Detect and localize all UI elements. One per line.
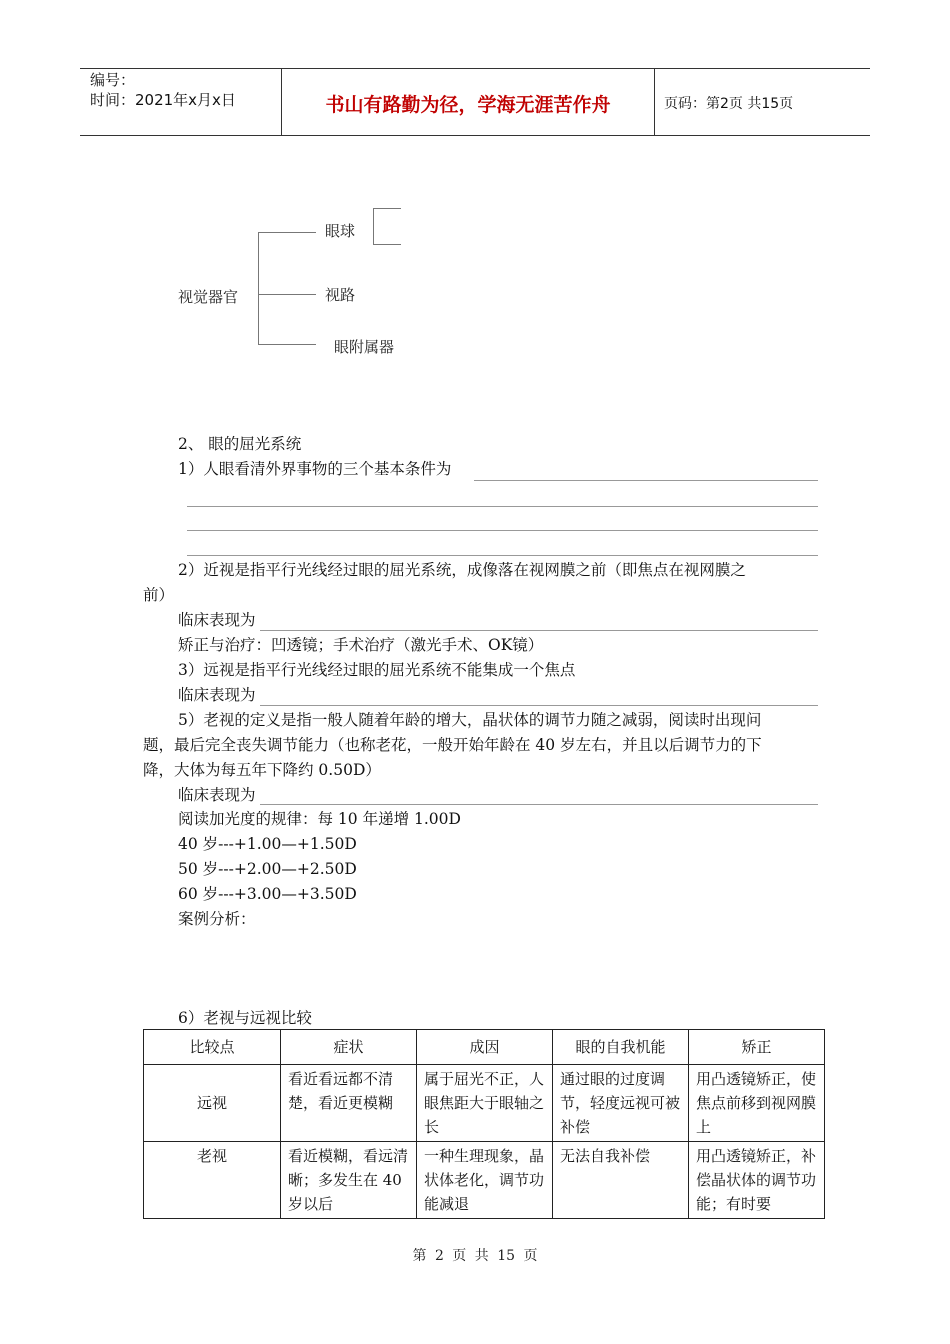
age-60-add: 60 岁---+3.00—+3.50D	[178, 885, 357, 903]
correction-text: 矫正与治疗：凹透镜；手术治疗（激光手术、OK镜）	[178, 636, 544, 654]
header-motto: 书山有路勤为径，学海无涯苦作舟	[325, 94, 611, 116]
cell-correction: 用凸透镜矫正，补偿晶状体的调节功能；有时要	[689, 1142, 825, 1219]
cell-function: 无法自我补偿	[553, 1142, 689, 1219]
diagram-sub-bracket-top	[373, 208, 401, 209]
table-header-cell: 比较点	[144, 1030, 281, 1065]
diagram-branch-visual-pathway: 视路	[325, 286, 356, 304]
reading-add-rule: 阅读加光度的规律：每 10 年递增 1.00D	[178, 810, 461, 828]
table-row	[144, 1142, 825, 1219]
age-50-add: 50 岁---+2.00—+2.50D	[178, 860, 357, 878]
table-row	[144, 1065, 825, 1142]
diagram-branch-eyeball: 眼球	[325, 222, 356, 240]
blank-line-1	[474, 480, 818, 481]
table-header-cell: 成因	[417, 1030, 553, 1065]
diagram-root: 视觉器官	[178, 288, 239, 306]
page-footer: 第 2 页 共 15 页	[412, 1248, 538, 1264]
header-top-rule	[80, 68, 870, 69]
header-code: 编号：	[90, 71, 136, 89]
row-label: 老视	[144, 1142, 281, 1219]
item5-line2: 题，最后完全丧失调节能力（也称老花，一般开始年龄在 40 岁左右，并且以后调节力的下	[143, 736, 762, 754]
item2-line2: 前）	[143, 586, 175, 604]
blank-line-5	[260, 630, 818, 631]
diagram-sub-bracket-vertical	[373, 208, 374, 244]
blank-line-6	[260, 705, 818, 706]
table-header-cell: 症状	[281, 1030, 417, 1065]
diagram-branch-line-1	[258, 232, 316, 233]
header-page-info: 页码：第2页 共15页	[664, 96, 794, 112]
section-heading: 2、 眼的屈光系统	[178, 435, 302, 453]
item1-text: 1）人眼看清外界事物的三个基本条件为	[178, 460, 452, 478]
item5-line1: 5）老视的定义是指一般人随着年龄的增大，晶状体的调节力随之减弱，阅读时出现问	[178, 711, 762, 729]
diagram-sub-bracket-bottom	[373, 244, 401, 245]
age-40-add: 40 岁---+1.00—+1.50D	[178, 835, 357, 853]
clinical-label-3: 临床表现为	[178, 786, 256, 804]
cell-correction: 用凸透镜矫正，使焦点前移到视网膜上	[689, 1065, 825, 1142]
header-time: 时间：2021年x月x日	[90, 91, 236, 109]
cell-function: 通过眼的过度调节，轻度远视可被补偿	[553, 1065, 689, 1142]
clinical-label-2: 临床表现为	[178, 686, 256, 704]
comparison-table	[143, 1029, 825, 1219]
diagram-bracket-vertical	[258, 232, 259, 344]
case-analysis-label: 案例分析：	[178, 910, 256, 928]
row-label: 远视	[144, 1065, 281, 1142]
item3-text: 3）远视是指平行光线经过眼的屈光系统不能集成一个焦点	[178, 661, 576, 679]
item2-line1: 2）近视是指平行光线经过眼的屈光系统，成像落在视网膜之前（即焦点在视网膜之	[178, 561, 746, 579]
table-header-cell: 眼的自我机能	[553, 1030, 689, 1065]
diagram-branch-line-3	[258, 344, 316, 345]
diagram-branch-adnexa: 眼附属器	[334, 338, 395, 356]
blank-line-7	[260, 804, 818, 805]
clinical-label-1: 临床表现为	[178, 611, 256, 629]
cell-cause: 一种生理现象，晶状体老化，调节功能减退	[417, 1142, 553, 1219]
item5-line3: 降，大体为每五年下降约 0.50D）	[143, 761, 381, 779]
table-header-row	[144, 1030, 825, 1065]
item6-heading: 6）老视与远视比较	[178, 1009, 312, 1027]
header-divider-right	[654, 68, 655, 136]
header-bottom-rule	[80, 135, 870, 136]
blank-line-2	[187, 506, 818, 507]
blank-line-4	[187, 555, 818, 556]
blank-line-3	[187, 530, 818, 531]
cell-symptom: 看近模糊，看远清晰；多发生在 40 岁以后	[281, 1142, 417, 1219]
cell-symptom: 看近看远都不清楚，看近更模糊	[281, 1065, 417, 1142]
diagram-branch-line-2	[258, 294, 316, 295]
table-header-cell: 矫正	[689, 1030, 825, 1065]
cell-cause: 属于屈光不正，人眼焦距大于眼轴之长	[417, 1065, 553, 1142]
